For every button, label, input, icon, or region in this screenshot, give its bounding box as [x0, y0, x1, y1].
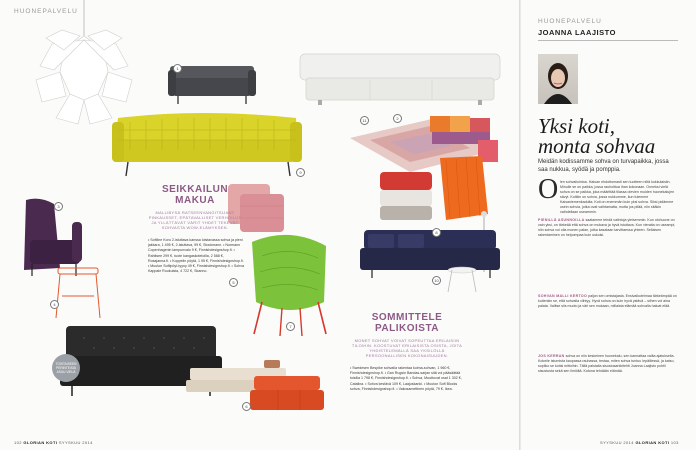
info-badge: TOISTAISEEN PERINTEISIÄ ASUU VIELÄ	[52, 354, 80, 382]
body-text-4: sohva on niin keskeinen huonekalu, sen kannattaa valita ajatuksella. Kokeile istumista kaupassa rauhassa, testaa, miten sohva tuntuu lepäillessä, ja katso, sopiiko se kotisi mittoihin. Tällä palstalla sisustusarkkitehti Joanna Laajisto pohtii sisustusta sekä sen ilmiöitä. Kotona tehdään elämää.	[538, 354, 675, 373]
author-name: JOANNA LAAJISTO	[538, 28, 616, 37]
author-divider	[538, 40, 678, 41]
item-number-9: 9	[296, 168, 305, 177]
item-number-1: 1	[173, 64, 182, 73]
body-lead-3: SOHVAN MALLI KERTOO	[538, 294, 588, 298]
left-footer	[14, 440, 93, 445]
right-footer-brand: GLORIAN KOTI	[635, 440, 670, 445]
left-page-number: 102	[14, 440, 22, 445]
author-portrait	[538, 54, 578, 104]
portrait-illustration	[538, 54, 578, 104]
seikkailu-heading	[150, 184, 240, 206]
red-pouf	[380, 172, 432, 220]
body-text-3: paljon sen omistajasta. Ensivaikutelmaa tärkeämpää on kuitenkin se, että sohvalla viihtyy. Hyvä sohva on kuin hyvä ystävä – siihen voi aina palata. Valitse siis muoto ja väri sen mukaan, millaista elämää sohvalla haluat elää.	[538, 294, 677, 308]
item-number-6: 6	[242, 402, 251, 411]
pendant-lamp	[36, 0, 132, 124]
headline-line1: Yksi koti,	[538, 114, 615, 138]
item-number-4: 4	[50, 300, 59, 309]
sommittele-intro: MONET SOHVAT VOIVAT SOPEUTTAA ERILAISIIN TILOIHIN. KOOSTUVAT ERILAISISTA OSISTA, JOITA YHDISTELEMÄLLÄ SAA YKSILÖLLÄ PERSOONALLISEN KOKONAISUUDEN.	[351, 338, 463, 358]
left-footer-issue: SYYSKUU 2014	[58, 440, 93, 445]
left-footer-brand: GLORIAN KOTI	[23, 440, 58, 445]
right-section-label: HUONEPALVELU	[538, 18, 602, 25]
grey-sofa	[168, 66, 256, 104]
body-lead-4: JOS KERRAN	[538, 354, 565, 358]
drop-cap: O	[538, 174, 559, 205]
right-footer	[600, 440, 679, 445]
orange-wire-stool	[56, 268, 100, 318]
item-number-11: 11	[360, 116, 369, 125]
item-number-7: 7	[286, 322, 295, 331]
item-number-10: 10	[432, 276, 441, 285]
body-paragraph-2	[538, 218, 678, 238]
item-number-2: 2	[393, 114, 402, 123]
right-page-number: 103	[670, 440, 679, 445]
body-paragraph-4	[538, 354, 678, 374]
sommittele-heading-line1: SOMMITTELE	[371, 312, 443, 323]
white-sofa	[300, 54, 500, 105]
white-side-table	[448, 267, 476, 292]
yellow-sofa	[112, 113, 302, 176]
left-section-label: HUONEPALVELU	[14, 8, 78, 15]
body-paragraph-3	[538, 294, 678, 309]
item-number-3: 3	[54, 202, 63, 211]
right-footer-issue: SYYSKUU 2014	[600, 440, 634, 445]
sommittele-heading-line2: PALIKOISTA	[374, 323, 440, 334]
article-headline	[538, 116, 678, 156]
article-deck: Meidän kodissamme sohva on turvapaikka, jossa saa nukkua, syödä ja pomppia.	[538, 159, 669, 173]
seikkailu-heading-line1: SEIKKAILUN	[161, 184, 229, 195]
orange-throw	[440, 156, 488, 220]
seikkailu-details: • Softline Koru 2-istuttava kanssa loistavassa sohva ja pieni jakkara, 1 495 €, 2-istuttava, 99 €, Stockmann. • Normann Copenhagenin lampunvalo 9 €, Finnishdesignshop.fi. • Rahitsee 299 €, tuote kangaskoteloilla, 2 588 €, Rosajanna.fi. • Koppelin pöytä, 1 95 €, Finnishdesignshop.fi. • Muuton Softipöyt-tyyny 49 €, Finnishdesignshop.fi. • Sohva Kappale Ruukuista, 4 722 €, Skanno.	[148, 238, 245, 274]
seikkailu-heading-line2: MAKUA	[175, 195, 215, 206]
navy-sofa	[360, 230, 500, 278]
body-paragraph-1: len sohvailuintoa. Haluan ehdottomasti sen tuotteen niitä kukkulaisiin. Minulle se on paikka, jossa rauhoittua ihan kokonaan. Onneksi vielä sohva on se paikka, joka määrittää tilassa olevien muiden huonekalujen sävyt. Kotikin on sohva, jossa nukkumme, kun tulemme Kaisaniemenkadulta. Koti on enemmän kuin yksi sohva. Siksi pidämme usein sohvia, jotka ovat vaihtamatta, mutta jos pitää, niin sitäkin vaihdellaan useammin.	[560, 180, 675, 214]
item-number-5: 5	[229, 278, 238, 287]
body-lead-2: PIENILLÄ ASUNNOILLA	[538, 218, 585, 222]
sommittele-heading	[352, 312, 462, 334]
item-number-8: 8	[432, 228, 441, 237]
body-text-2: saatamme tehdä valintoja yleisemmin. Kun olohuone on vain yksi, on tärkeää että sohva on mukava ja hyvä istuttava. Kun vieraita on useampi, niin sohva voi olla monen palan, jotka kasataan tarvittaessa yhteen. Sellaisen rakentaminen on helpompaa kuin uskoisi.	[538, 218, 676, 237]
sommittele-details: • Swedesen Bespike sohvalla rakentaa kulma-sohvan, 1 960 €, Finnishdesignshop.fi. • Gan Rugsin Bandas-sarjan sitä voi pääsäätää toisilla 1 798 €, Finnishdesignshop.fi. • Sohva, Muuttuvat osat 1 302 €, Catalina. • Sohva kestävä 109 €, Laajuskanki. • Muuton Soft Blocks sohva, Finnishdesignshop.fi. • Vakosamettinen pöytä, 79 €, Ikea.	[350, 366, 462, 391]
green-armchair	[252, 235, 326, 336]
seikkailu-intro: MALLIBYSÄ RATSEENVANGITSIJANT PINKAUSSET, EPÄTAVALLISET VERHOILUT JA YLLÄTTÄVÄT VÄRIT YHDET TEKEVÄT SOHVASTA WOW-ELÄMYKSEN.	[148, 210, 242, 230]
headline-line2: monta sohvaa	[538, 134, 656, 158]
plum-armchair	[24, 199, 82, 276]
orange-modular-sofa	[250, 376, 324, 410]
